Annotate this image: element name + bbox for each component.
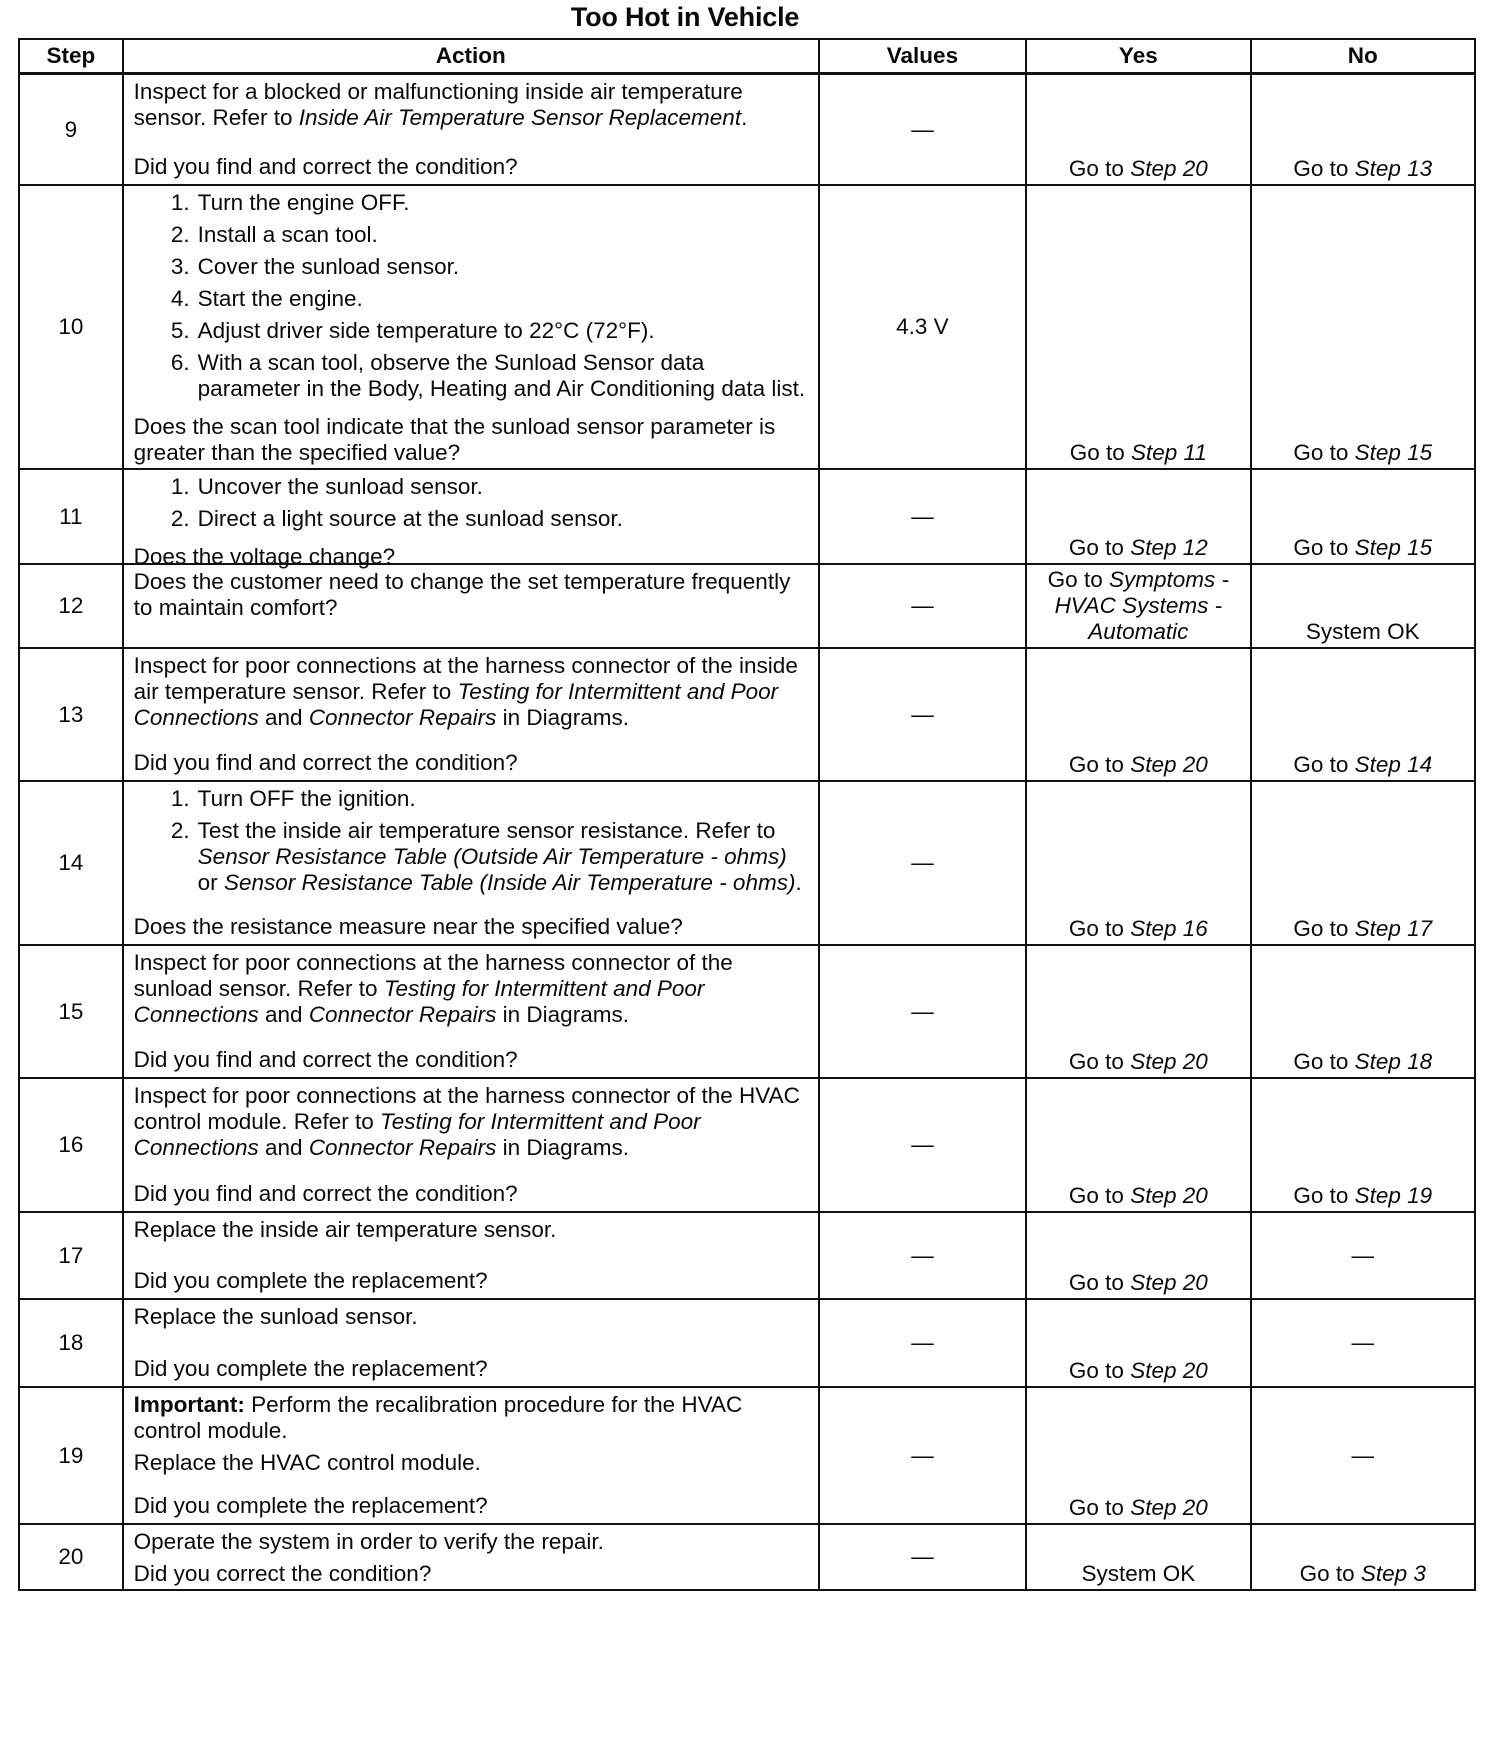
yes-cell: Go to Step 20: [1026, 74, 1250, 186]
page-title: Too Hot in Vehicle: [570, 2, 800, 32]
action-text: Inspect for a blocked or malfunctioning inside air temperature sensor. Refer to Inside Air Temperature Sensor Replacement.: [133, 79, 748, 130]
action-question: Does the scan tool indicate that the sunload sensor parameter is greater than the specified value?: [133, 414, 776, 465]
values-cell: —: [819, 1387, 1026, 1524]
step-number: 12: [19, 564, 123, 648]
values-cell: —: [819, 1299, 1026, 1387]
list-item: 4. Start the engine.: [170, 286, 363, 311]
table-row: [19, 469, 1475, 564]
step-number: 13: [19, 648, 123, 781]
yes-cell: Go to Step 20: [1026, 648, 1250, 781]
action-cell: [123, 469, 819, 569]
action-cell: [123, 1078, 819, 1212]
list-item: 5. Adjust driver side temperature to 22°C (72°F).: [170, 318, 655, 343]
yes-cell: Go to Step 20: [1026, 1299, 1250, 1387]
list-item: 2. Install a scan tool.: [170, 222, 378, 247]
step-number: 20: [19, 1524, 123, 1590]
action-cell: [123, 1212, 819, 1299]
action-steps: [134, 786, 810, 902]
action-cell: [123, 1387, 819, 1524]
list-item: 1. Turn OFF the ignition.: [170, 786, 416, 811]
table-row: [19, 185, 1475, 469]
step-number: 17: [19, 1212, 123, 1299]
action-question: Did you complete the replacement?: [133, 1268, 488, 1293]
header-action: Action: [123, 39, 819, 74]
action-text: Replace the sunload sensor.: [133, 1304, 418, 1329]
table-row: [19, 74, 1475, 186]
yes-cell: Go to Symptoms - HVAC Systems - Automatic: [1026, 564, 1250, 648]
step-number: 18: [19, 1299, 123, 1387]
list-item: 2. Test the inside air temperature sensor resistance. Refer to Sensor Resistance Table (Outside Air Temperature - ohms) or Sensor Resistance Table (Inside Air Temperature - ohms).: [170, 818, 802, 895]
action-cell: [123, 648, 819, 781]
values-cell: —: [819, 945, 1026, 1078]
values-cell: —: [819, 1212, 1026, 1299]
table-row: [19, 648, 1475, 781]
action-text: Operate the system in order to verify the repair.: [133, 1529, 604, 1554]
list-item: 1. Uncover the sunload sensor.: [170, 474, 483, 499]
action-question: Did you correct the condition?: [133, 1561, 432, 1586]
header-values: Values: [819, 39, 1026, 74]
action-question: Did you find and correct the condition?: [133, 1181, 518, 1206]
table-row: [19, 1212, 1475, 1299]
no-cell: —: [1251, 1212, 1475, 1299]
action-steps: [134, 474, 810, 538]
table-row: [19, 1078, 1475, 1212]
header-no: No: [1251, 39, 1475, 74]
yes-cell: Go to Step 20: [1026, 1387, 1250, 1524]
no-cell: Go to Step 3: [1251, 1524, 1475, 1590]
values-cell: 4.3 V: [819, 185, 1026, 469]
table-row: [19, 945, 1475, 1078]
values-cell: —: [819, 648, 1026, 781]
step-number: 14: [19, 781, 123, 945]
action-text: Inspect for poor connections at the harness connector of the sunload sensor. Refer to Testing for Intermittent and Poor Connections and Connector Repairs in Diagrams.: [133, 950, 733, 1027]
yes-cell: Go to Step 20: [1026, 945, 1250, 1078]
table-row: [19, 781, 1475, 945]
action-question: Did you complete the replacement?: [133, 1493, 488, 1518]
yes-cell: Go to Step 11: [1026, 185, 1250, 469]
values-cell: —: [819, 469, 1026, 564]
action-question: Did you complete the replacement?: [133, 1356, 488, 1381]
step-number: 16: [19, 1078, 123, 1212]
step-number: 15: [19, 945, 123, 1078]
step-number: 10: [19, 185, 123, 469]
action-text: Replace the inside air temperature sensor.: [133, 1217, 557, 1242]
action-question: Did you find and correct the condition?: [133, 154, 518, 179]
step-number: 19: [19, 1387, 123, 1524]
step-number: 9: [19, 74, 123, 186]
yes-cell: Go to Step 20: [1026, 1078, 1250, 1212]
list-item: 3. Cover the sunload sensor.: [170, 254, 460, 279]
action-text: Does the customer need to change the set temperature frequently to maintain comfort?: [133, 569, 791, 620]
yes-cell: Go to Step 16: [1026, 781, 1250, 945]
list-item: 6. With a scan tool, observe the Sunload Sensor data parameter in the Body, Heating and Air Conditioning data list.: [170, 350, 806, 401]
action-cell: [123, 1524, 819, 1590]
list-item: 1. Turn the engine OFF.: [170, 190, 410, 215]
no-cell: System OK: [1251, 564, 1475, 648]
action-cell: [123, 74, 819, 186]
no-cell: —: [1251, 1387, 1475, 1524]
no-cell: Go to Step 17: [1251, 781, 1475, 945]
action-cell: [123, 945, 819, 1078]
action-cell: [123, 1299, 819, 1387]
no-cell: Go to Step 14: [1251, 648, 1475, 781]
table-row: [19, 1299, 1475, 1387]
no-cell: Go to Step 15: [1251, 185, 1475, 469]
list-item: 2. Direct a light source at the sunload sensor.: [170, 506, 623, 531]
table-row: [19, 1387, 1475, 1524]
no-cell: Go to Step 15: [1251, 469, 1475, 564]
yes-cell: Go to Step 20: [1026, 1212, 1250, 1299]
no-cell: —: [1251, 1299, 1475, 1387]
action-cell: [123, 564, 819, 648]
table-row: [19, 564, 1475, 648]
values-cell: —: [819, 564, 1026, 648]
values-cell: —: [819, 74, 1026, 186]
values-cell: —: [819, 1078, 1026, 1212]
step-number: 11: [19, 469, 123, 564]
no-cell: Go to Step 19: [1251, 1078, 1475, 1212]
header-row: [19, 39, 1475, 74]
action-text: Replace the HVAC control module.: [133, 1450, 481, 1475]
important-note: Important: Perform the recalibration procedure for the HVAC control module.: [133, 1392, 743, 1443]
action-question: Did you find and correct the condition?: [133, 750, 518, 775]
values-cell: —: [819, 1524, 1026, 1590]
diagnostic-table: [18, 38, 1476, 1591]
values-cell: —: [819, 781, 1026, 945]
action-steps: [134, 190, 810, 408]
action-cell: [123, 781, 819, 945]
action-question: Does the resistance measure near the specified value?: [133, 914, 683, 939]
header-step: Step: [19, 39, 123, 74]
action-text: Inspect for poor connections at the harness connector of the inside air temperature sensor. Refer to Testing for Intermittent and Poor Connections and Connector Repairs in Diagrams.: [133, 653, 798, 730]
action-text: Inspect for poor connections at the harness connector of the HVAC control module. Refer to Testing for Intermittent and Poor Connections and Connector Repairs in Diagrams.: [133, 1083, 800, 1160]
no-cell: Go to Step 18: [1251, 945, 1475, 1078]
action-question: Did you find and correct the condition?: [133, 1047, 518, 1072]
yes-cell: Go to Step 12: [1026, 469, 1250, 564]
no-cell: Go to Step 13: [1251, 74, 1475, 186]
yes-cell: System OK: [1026, 1524, 1250, 1590]
action-cell: [123, 185, 819, 469]
header-yes: Yes: [1026, 39, 1250, 74]
table-row: [19, 1524, 1475, 1590]
action-question: Does the voltage change?: [133, 544, 396, 569]
